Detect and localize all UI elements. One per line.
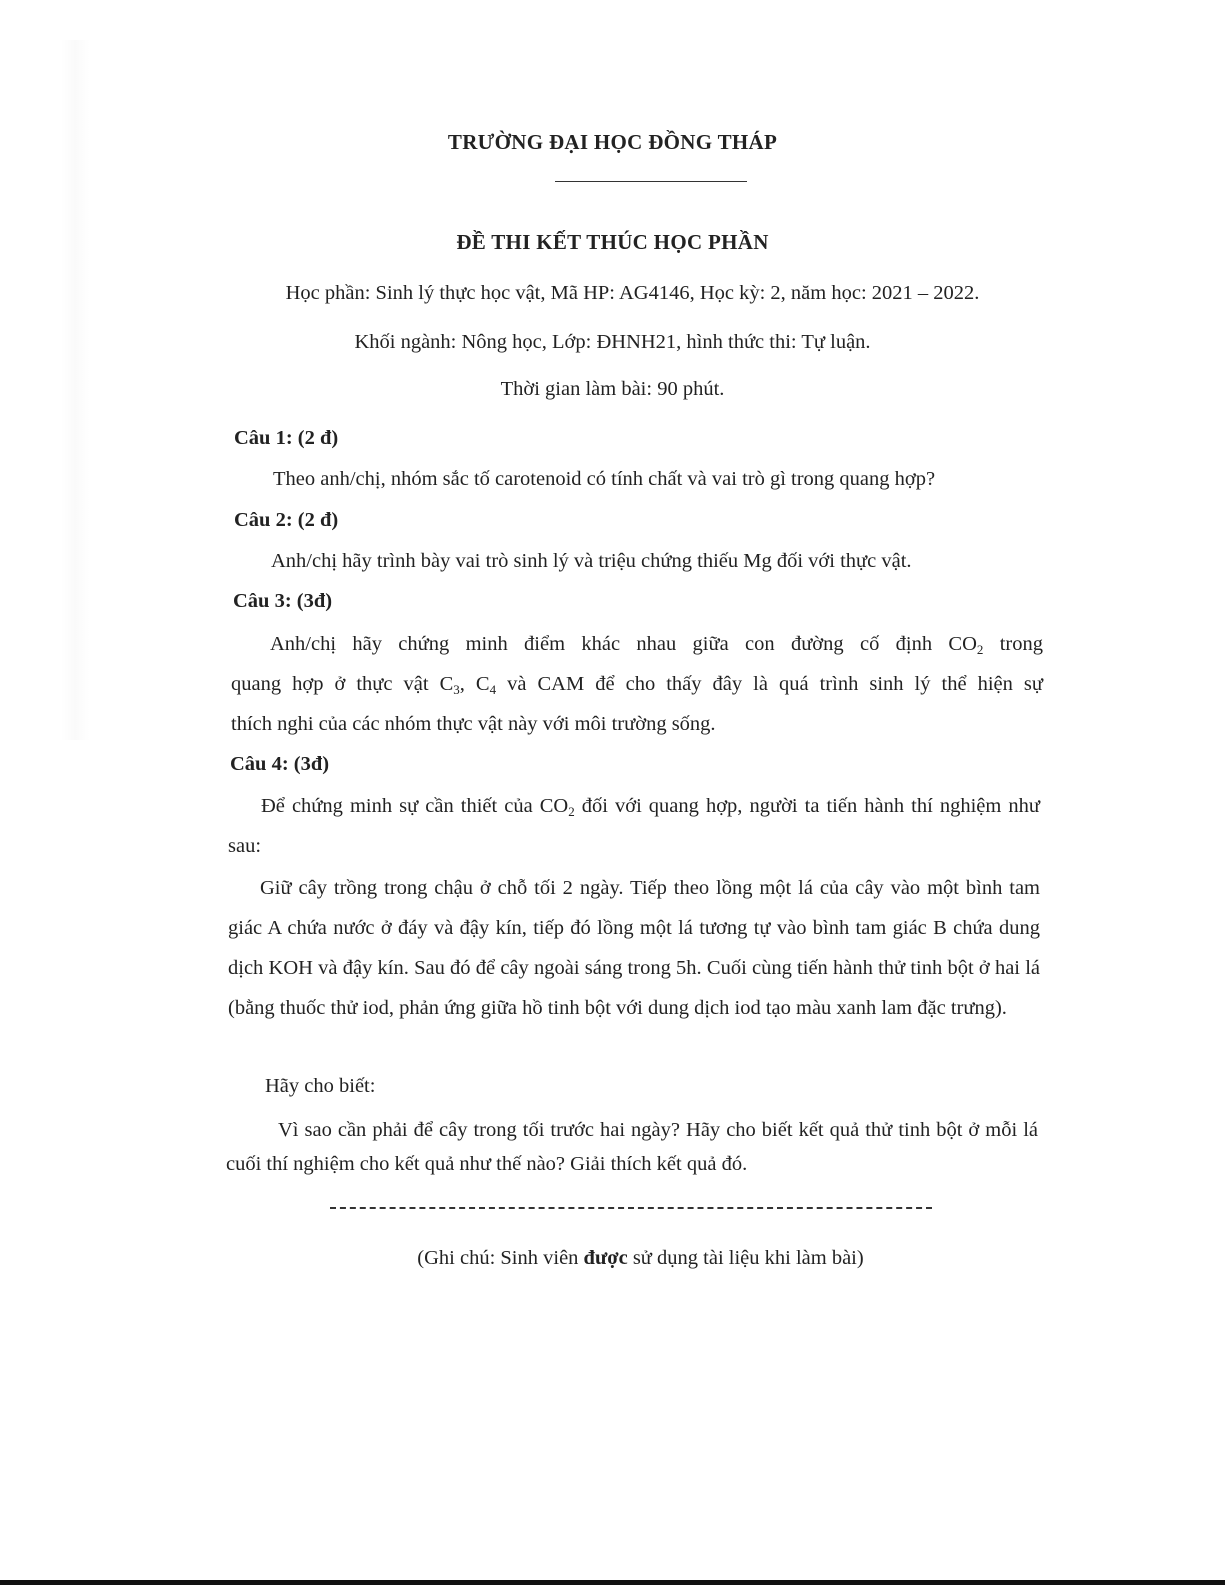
course-info: Học phần: Sinh lý thực học vật, Mã HP: AG4146, Học kỳ: 2, năm học: 2021 – 2022. bbox=[285, 282, 980, 304]
question-3-line-3: thích nghi của các nhóm thực vật này với môi trường sống. bbox=[231, 713, 716, 735]
dashed-separator bbox=[330, 1207, 932, 1209]
question-2-text: Anh/chị hãy trình bày vai trò sinh lý và triệu chứng thiếu Mg đối với thực vật. bbox=[271, 550, 912, 572]
question-1-heading: Câu 1: (2 đ) bbox=[234, 427, 339, 449]
scan-bottom-edge bbox=[0, 1580, 1225, 1585]
question-3-heading: Câu 3: (3đ) bbox=[233, 590, 333, 612]
class-info: Khối ngành: Nông học, Lớp: ĐHNH21, hình thức thi: Tự luận. bbox=[354, 331, 871, 353]
question-3-line-1: Anh/chị hãy chứng minh điểm khác nhau giữa con đường cố định $CO_2$ trong bbox=[270, 633, 1043, 657]
title-divider bbox=[555, 181, 747, 182]
time-info: Thời gian làm bài: 90 phút. bbox=[500, 378, 725, 400]
question-3-text bbox=[231, 624, 1043, 744]
question-2-heading: Câu 2: (2 đ) bbox=[234, 509, 339, 531]
exam-title: ĐỀ THI KẾT THÚC HỌC PHẦN bbox=[456, 230, 769, 254]
question-3-line-2: quang hợp ở thực vật $C_3$, $C_4$ và CAM để cho thấy đây là quá trình sinh lý thể hiện sự bbox=[231, 673, 1043, 697]
question-4-heading: Câu 4: (3đ) bbox=[230, 753, 330, 775]
question-4-questions: Vì sao cần phải để cây trong tối trước hai ngày? Hãy cho biết kết quả thử tinh bột ở mỗi lá cuối thí nghiệm cho kết quả như thế nào? Giải thích kết quả đó. bbox=[226, 1119, 1038, 1175]
question-4-intro: Để chứng minh sự cần thiết của $CO_2$ đối với quang hợp, người ta tiến hành thí nghiệm như sau: bbox=[228, 795, 1040, 857]
school-name: TRƯỜNG ĐẠI HỌC ĐỒNG THÁP bbox=[447, 130, 778, 154]
question-4-prompt: Hãy cho biết: bbox=[265, 1075, 376, 1097]
footer-note: (Ghi chú: Sinh viên được sử dụng tài liệu khi làm bài) bbox=[417, 1247, 864, 1269]
question-4-procedure: Giữ cây trồng trong chậu ở chỗ tối 2 ngày. Tiếp theo lồng một lá của cây vào một bình tam giác A chứa nước ở đáy và đậy kín, tiếp đó lồng một lá tương tự vào bình tam giác B chứa dung dịch KOH và đậy kín. Sau đó để cây ngoài sáng trong 5h. Cuối cùng tiến hành thử tinh bột ở hai lá (bằng thuốc thử iod, phản ứng giữa hồ tinh bột với dung dịch iod tạo màu xanh lam đặc trưng). bbox=[228, 877, 1040, 1019]
question-1-text: Theo anh/chị, nhóm sắc tố carotenoid có tính chất và vai trò gì trong quang hợp? bbox=[273, 468, 936, 490]
